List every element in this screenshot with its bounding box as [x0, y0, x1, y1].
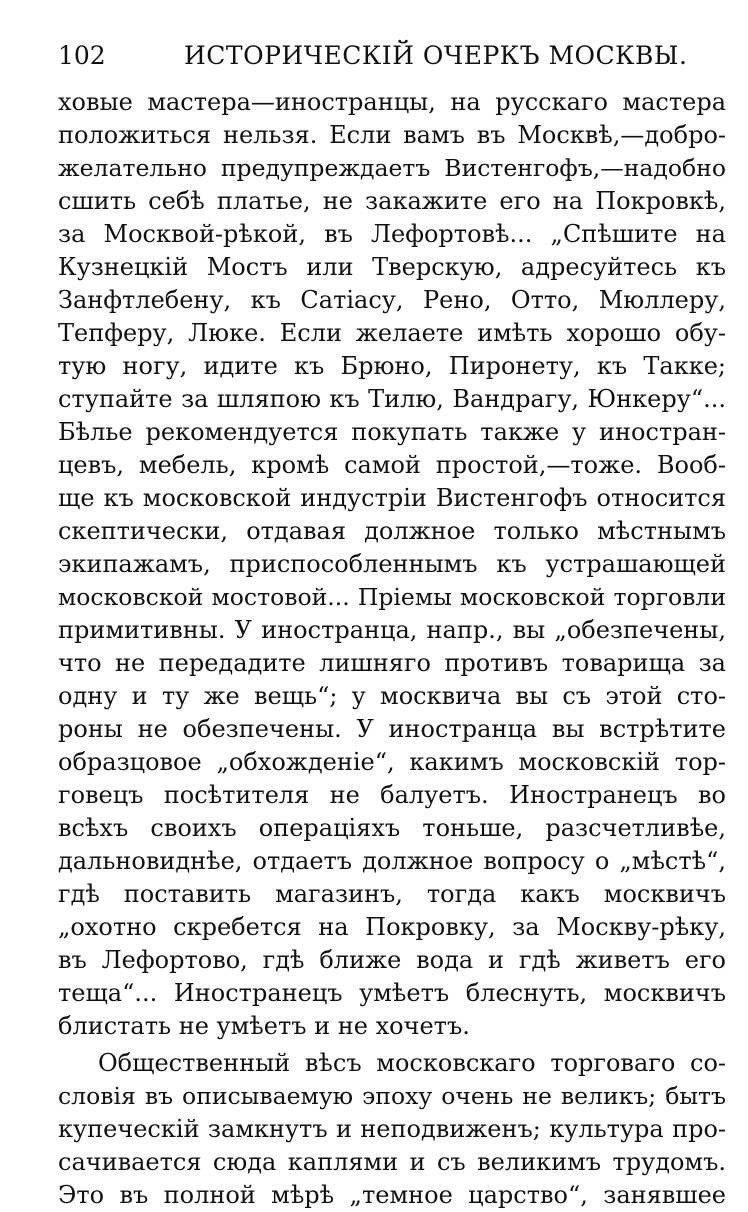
text-line: Тепферу, Люке. Если желаете имѣть хорошо обу-	[58, 319, 726, 347]
text-line: ступайте за шляпою къ Тилю, Вандрагу, Юнкеру“...	[58, 385, 726, 413]
text-line: Бѣлье рекомендуется покупать также у иностран-	[58, 418, 726, 446]
text-line: „охотно скребется на Покровку, за Москву-рѣку,	[58, 913, 726, 941]
text-line: экипажамъ, приспособленнымъ къ устрашающей	[58, 550, 726, 578]
text-line: московской мостовой... Пріемы московской торговли	[58, 583, 726, 611]
text-line: скептически, отдавая должное только мѣстнымъ	[58, 517, 726, 545]
text-line: Общественный вѣсъ московскаго торговаго со-	[98, 1049, 726, 1077]
page-number: 102	[58, 41, 106, 70]
text-line: теща“... Иностранецъ умѣетъ блеснуть, москвичъ	[58, 979, 726, 1007]
text-line: за Москвой-рѣкой, въ Лефортовѣ... „Спѣшите на	[58, 220, 726, 248]
text-line: ховые мастера—иностранцы, на русскаго мастера	[58, 88, 726, 116]
text-line: образцовое „обхожденіе“, какимъ московскій тор-	[58, 748, 726, 776]
text-line: желательно предупреждаетъ Вистенгофъ,—надобно	[58, 154, 726, 182]
text-line: сачивается сюда каплями и съ великимъ трудомъ.	[58, 1148, 726, 1176]
text-line: Занфтлебену, къ Сатіасу, Рено, Отто, Мюллеру,	[58, 286, 726, 314]
text-line: всѣхъ своихъ операціяхъ тоньше, разсчетливѣе,	[58, 814, 726, 842]
text-line: положиться нельзя. Если вамъ въ Москвѣ,—добро-	[58, 121, 726, 149]
running-header	[58, 36, 726, 76]
text-line: что не передадите лишняго противъ товарища за	[58, 649, 726, 677]
text-line: говецъ посѣтителя не балуетъ. Иностранецъ во	[58, 781, 726, 809]
text-line: дальновиднѣе, отдаетъ должное вопросу о „мѣстѣ“,	[58, 847, 726, 875]
page-header-title: ИСТОРИЧЕСКІЙ ОЧЕРКЪ МОСКВЫ.	[184, 41, 688, 70]
text-line: купеческій замкнутъ и неподвиженъ; культура про-	[58, 1115, 726, 1143]
text-line: гдѣ поставить магазинъ, тогда какъ москвичъ	[58, 880, 726, 908]
text-line: тую ногу, идите къ Брюно, Пиронету, къ Такке;	[58, 352, 726, 380]
text-line: роны не обезпечены. У иностранца вы встрѣтите	[58, 715, 726, 743]
paragraph	[58, 1047, 726, 1212]
text-line: ще къ московской индустріи Вистенгофъ относится	[58, 484, 726, 512]
text-line: Это въ полной мѣрѣ „темное царство“, занявшее	[58, 1181, 726, 1209]
paragraph	[58, 86, 726, 1043]
text-line: одну и ту же вещь“; у москвича вы съ этой сто-	[58, 682, 726, 710]
text-line: сшить себѣ платье, не закажите его на Покровкѣ,	[58, 187, 726, 215]
text-line: блистать не умѣетъ и не хочетъ.	[58, 1012, 470, 1040]
text-line: примитивны. У иностранца, напр., вы „обезпечены,	[58, 616, 726, 644]
text-line: въ Лефортово, гдѣ ближе вода и гдѣ живетъ его	[58, 946, 726, 974]
text-line: словія въ описываемую эпоху очень не великъ; бытъ	[58, 1082, 726, 1110]
text-line: цевъ, мебель, кромѣ самой простой,—тоже. Вооб-	[58, 451, 726, 479]
text-line: Кузнецкій Мостъ или Тверскую, адресуйтесь къ	[58, 253, 726, 281]
body-text	[58, 86, 726, 1212]
